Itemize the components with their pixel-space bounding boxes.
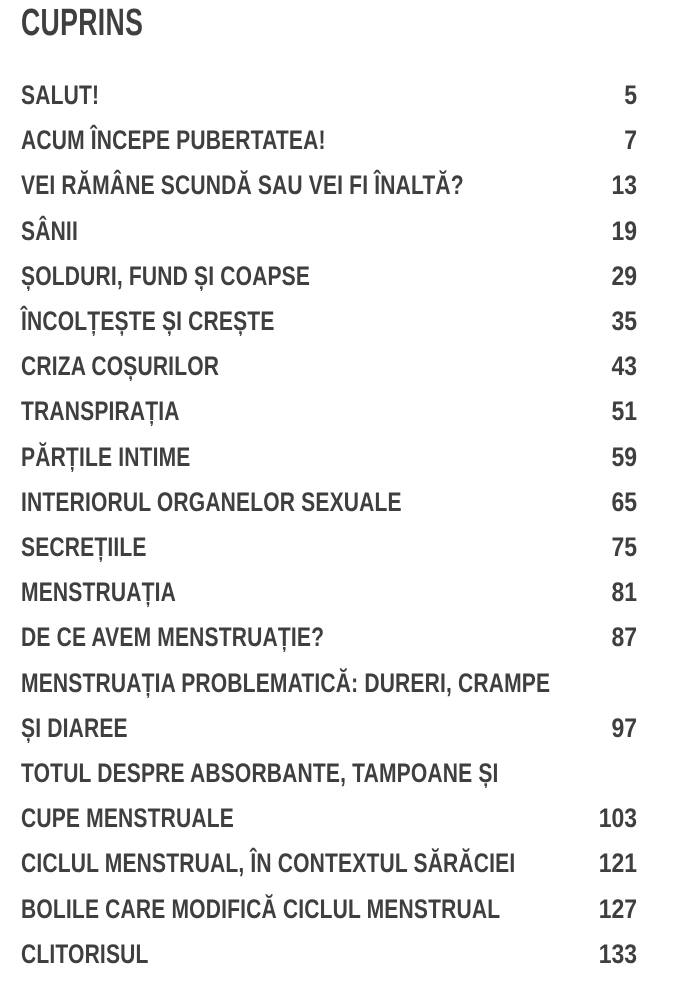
toc-entry-title: ACUM ÎNCEPE PUBERTATEA!	[21, 125, 326, 156]
toc-row	[0, 487, 681, 532]
toc-entry-title: CUPE MENSTRUALE	[21, 803, 234, 834]
toc-row	[0, 532, 681, 577]
toc-entry-page: 29	[611, 260, 637, 291]
toc-row	[0, 758, 681, 803]
toc-entry-page: 5	[624, 80, 637, 110]
toc-row	[0, 125, 681, 170]
toc-row	[0, 170, 681, 215]
toc-entry-title: INTERIORUL ORGANELOR SEXUALE	[21, 486, 402, 517]
page-title: CUPRINS	[21, 2, 144, 44]
toc-entry-title: CLITORISUL	[21, 938, 149, 969]
toc-entry-title: TOTUL DESPRE ABSORBANTE, TAMPOANE ȘI	[21, 758, 499, 788]
toc-row	[0, 622, 681, 667]
toc-row	[0, 894, 681, 939]
toc-entry-title: SALUT!	[21, 80, 100, 110]
toc-entry-title: BOLILE CARE MODIFICĂ CICLUL MENSTRUAL	[21, 893, 501, 924]
toc-entry-title: MENSTRUAȚIA	[21, 577, 176, 608]
toc-entry-page: 7	[624, 125, 637, 156]
toc-row	[0, 848, 681, 893]
toc-row	[0, 351, 681, 396]
toc-row	[0, 577, 681, 622]
toc-row	[0, 80, 681, 125]
toc-entry-page: 51	[611, 396, 637, 427]
toc-entry-page: 81	[611, 577, 637, 608]
toc-entry-page: 35	[611, 306, 637, 336]
toc-entry-title: ȘI DIAREE	[21, 712, 128, 743]
toc-entry-page: 133	[598, 938, 637, 969]
toc-row	[0, 261, 681, 306]
toc-row	[0, 442, 681, 487]
toc-entry-title: ȘOLDURI, FUND ȘI COAPSE	[21, 260, 311, 291]
toc-entry-title: PĂRȚILE INTIME	[21, 441, 191, 472]
toc-entry-title: MENSTRUAȚIA PROBLEMATICĂ: DURERI, CRAMPE	[21, 667, 551, 698]
toc-entry-page: 87	[611, 622, 637, 653]
toc-entry-title: TRANSPIRAȚIA	[21, 396, 180, 427]
toc-row	[0, 396, 681, 441]
toc-entry-title: CICLUL MENSTRUAL, ÎN CONTEXTUL SĂRĂCIEI	[21, 848, 516, 879]
toc-entry-title: ÎNCOLȚEȘTE ȘI CREȘTE	[21, 306, 275, 336]
toc-entry-page: 13	[611, 170, 637, 201]
toc-entry-page: 103	[598, 803, 637, 834]
toc-row	[0, 713, 681, 758]
toc-entry-title: CRIZA COȘURILOR	[21, 351, 220, 382]
toc-entry-title: DE CE AVEM MENSTRUAȚIE?	[21, 622, 325, 653]
toc-entry-page: 43	[611, 351, 637, 382]
toc-entry-title: VEI RĂMÂNE SCUNDĂ SAU VEI FI ÎNALTĂ?	[21, 170, 464, 201]
toc-entry-page: 121	[598, 848, 637, 879]
toc-row	[0, 306, 681, 351]
toc-entry-page: 59	[611, 441, 637, 472]
toc-entry-page: 19	[611, 215, 637, 246]
toc-entry-page: 127	[598, 893, 637, 924]
toc-row	[0, 939, 681, 984]
toc-entry-page: 97	[611, 712, 637, 743]
toc-row	[0, 216, 681, 261]
toc-entry-title: SÂNII	[21, 215, 78, 246]
toc-entry-page: 65	[611, 486, 637, 517]
toc-row	[0, 668, 681, 713]
toc-entry-page: 75	[611, 532, 637, 562]
toc-entry-title: SECREȚIILE	[21, 532, 147, 562]
toc-row	[0, 803, 681, 848]
